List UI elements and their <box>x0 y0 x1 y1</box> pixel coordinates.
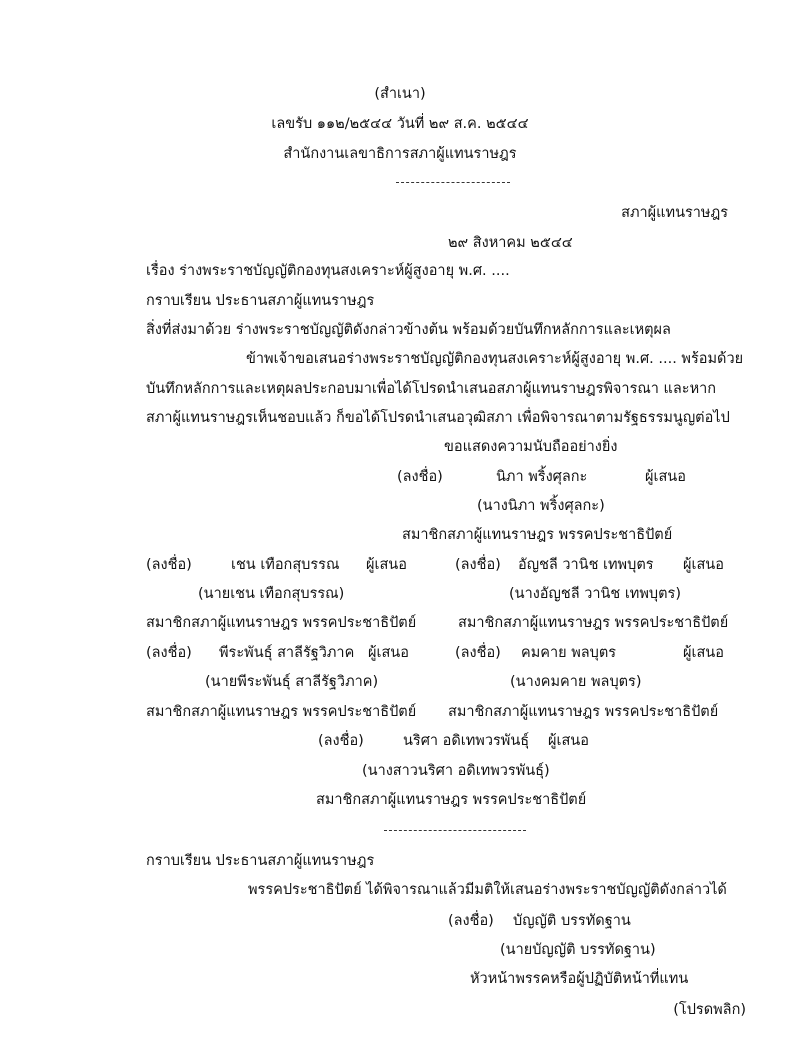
s4-party-member: สมาชิกสภาผู้แทนราษฎร พรรคประชาธิปัตย์ <box>448 704 719 720</box>
letter-enclosure: สิ่งที่ส่งมาด้วย ร่างพระราชบัญญัติดังกล่าวข้างต้น พร้อมด้วยบันทึกหลักการและเหตุผล <box>146 322 671 338</box>
copy-label: (สำเนา) <box>374 86 426 102</box>
s1-signer-full: (นายเชน เทือกสุบรรณ) <box>198 586 345 602</box>
endorsement-signer-full: (นายบัญญัติ บรรทัดฐาน) <box>500 942 656 958</box>
s2-signer-name: อัญชลี วานิช เทพบุตร <box>518 557 654 573</box>
letter-closing: ขอแสดงความนับถืออย่างยิ่ง <box>444 439 618 455</box>
s4-signer-full: (นางคมคาย พลบุตร) <box>510 674 642 690</box>
endorsement-salutation: กราบเรียน ประธานสภาผู้แทนราษฎร <box>146 853 375 869</box>
body-line-1: ข้าพเจ้าขอเสนอร่างพระราชบัญญัติกองทุนสงเคราะห์ผู้สูงอายุ พ.ศ. .... พร้อมด้วย <box>246 351 744 367</box>
s4-proposer-label: ผู้เสนอ <box>683 645 724 661</box>
main-sign-label: (ลงชื่อ) <box>397 469 443 485</box>
letter-salutation: กราบเรียน ประธานสภาผู้แทนราษฎร <box>146 293 375 309</box>
endorsement-signer-name: บัญญัติ บรรทัดฐาน <box>513 913 631 929</box>
endorsement-text: พรรคประชาธิปัตย์ ได้พิจารณาแล้วมีมติให้เสนอร่างพระราชบัญญัติดังกล่าวได้ <box>248 882 727 898</box>
turn-over-note: (โปรดพลิก) <box>673 1002 746 1018</box>
s5-signer-name: นริศา อดิเทพวรพันธุ์ <box>403 733 530 749</box>
s4-sign-label: (ลงชื่อ) <box>455 645 501 661</box>
s1-party-member: สมาชิกสภาผู้แทนราษฎร พรรคประชาธิปัตย์ <box>146 615 417 631</box>
letter-origin: สภาผู้แทนราษฎร <box>621 205 728 221</box>
endorsement-sign-label: (ลงชื่อ) <box>448 913 494 929</box>
s5-signer-full: (นางสาวนริศา อดิเทพวรพันธุ์) <box>362 763 550 779</box>
s5-proposer-label: ผู้เสนอ <box>548 733 589 749</box>
body-line-2: บันทึกหลักการและเหตุผลประกอบมาเพื่อได้โปรดนำเสนอสภาผู้แทนราษฎรพิจารณา และหาก <box>146 381 717 397</box>
main-party-member: สมาชิกสภาผู้แทนราษฎร พรรคประชาธิปัตย์ <box>402 527 673 543</box>
main-signer-full: (นางนิภา พริ้งศุลกะ) <box>477 498 605 514</box>
s3-signer-name: พีระพันธุ์ สาลีรัฐวิภาค <box>219 645 355 661</box>
letter-subject: เรื่อง ร่างพระราชบัญญัติกองทุนสงเคราะห์ผู้สูงอายุ พ.ศ. .... <box>146 263 510 279</box>
s3-proposer-label: ผู้เสนอ <box>368 645 409 661</box>
s5-sign-label: (ลงชื่อ) <box>318 733 364 749</box>
s3-party-member: สมาชิกสภาผู้แทนราษฎร พรรคประชาธิปัตย์ <box>146 704 417 720</box>
s3-signer-full: (นายพีระพันธุ์ สาลีรัฐวิภาค) <box>205 674 379 690</box>
office-name: สำนักงานเลขาธิการสภาผู้แทนราษฎร <box>283 146 517 162</box>
s2-signer-full: (นางอัญชลี วานิช เทพบุตร) <box>509 586 681 602</box>
body-line-3: สภาผู้แทนราษฎรเห็นชอบแล้ว ก็ขอได้โปรดนำเสนอวุฒิสภา เพื่อพิจารณาตามรัฐธรรมนูญต่อไป <box>146 410 730 426</box>
header-separator <box>396 182 510 183</box>
section-separator <box>384 830 526 831</box>
s1-sign-label: (ลงชื่อ) <box>146 557 192 573</box>
s3-sign-label: (ลงชื่อ) <box>146 645 192 661</box>
s1-signer-name: เชน เทือกสุบรรณ <box>231 557 340 573</box>
main-signer-name: นิภา พริ้งศุลกะ <box>496 469 588 485</box>
endorsement-signer-title: หัวหน้าพรรคหรือผู้ปฏิบัติหน้าที่แทน <box>470 971 689 987</box>
s2-proposer-label: ผู้เสนอ <box>683 557 724 573</box>
s2-party-member: สมาชิกสภาผู้แทนราษฎร พรรคประชาธิปัตย์ <box>458 615 729 631</box>
s5-party-member: สมาชิกสภาผู้แทนราษฎร พรรคประชาธิปัตย์ <box>316 792 587 808</box>
s1-proposer-label: ผู้เสนอ <box>366 557 407 573</box>
main-proposer-label: ผู้เสนอ <box>645 469 686 485</box>
s4-signer-name: คมคาย พลบุตร <box>521 645 617 661</box>
receipt-line: เลขรับ ๑๑๒/๒๕๔๔ วันที่ ๒๙ ส.ค. ๒๕๔๔ <box>271 116 529 132</box>
s2-sign-label: (ลงชื่อ) <box>455 557 501 573</box>
letter-date: ๒๙ สิงหาคม ๒๕๔๔ <box>448 235 573 251</box>
